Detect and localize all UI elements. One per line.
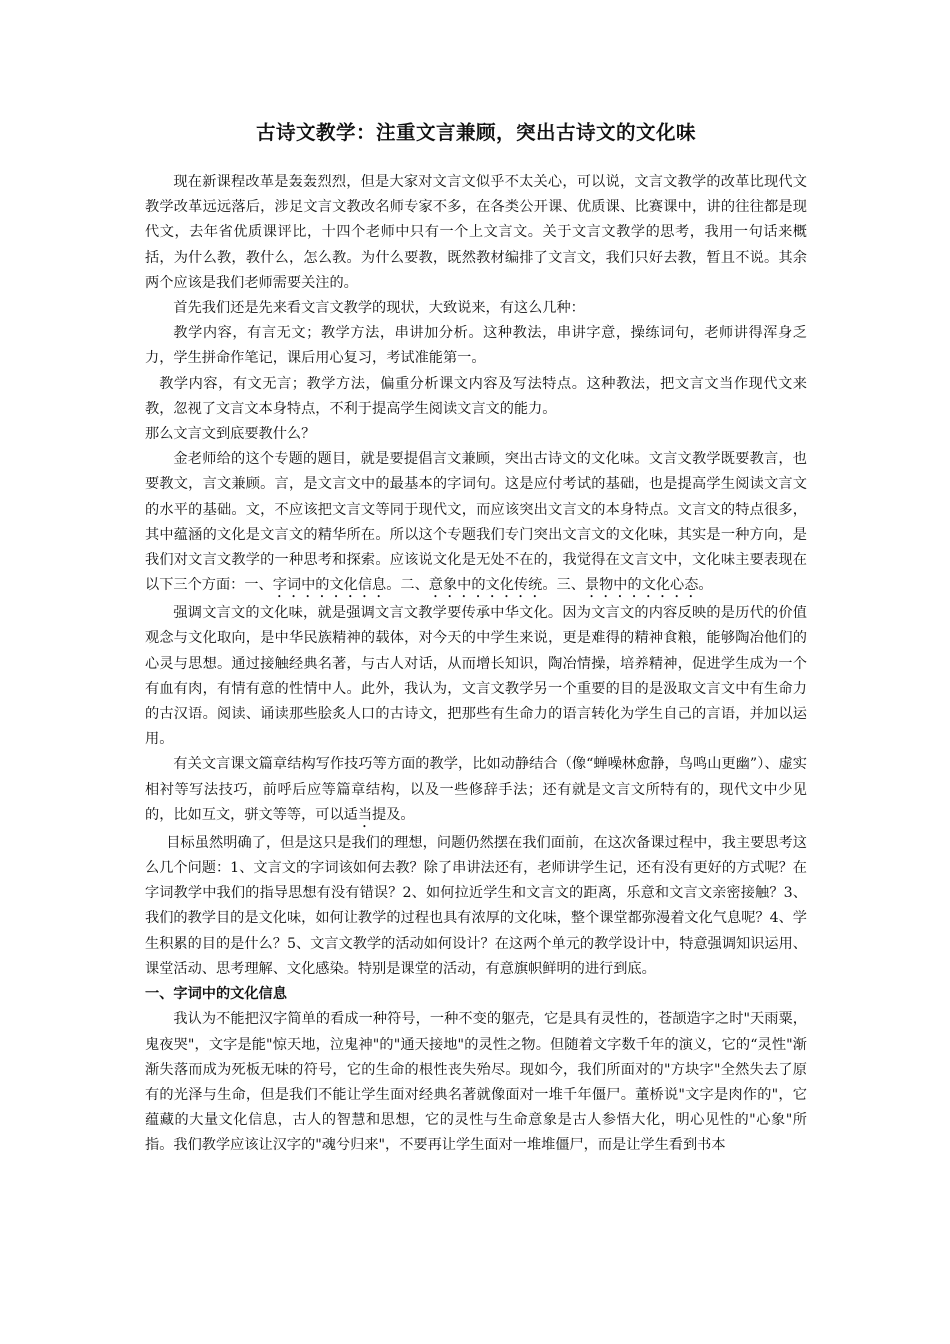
emphasis-imagery-tradition: 意象中的文化传统 [428, 577, 543, 594]
structure-text: 有关文言课文篇章结构写作技巧等方面的教学，比如动静结合（像“蝉噪林愈静，鸟鸣山更幽”）、虚实相衬等写法技巧，前呼后应等篇章结构，以及一些修辞手法；还有就是文言文所特有的，现代文中少见的，比如互文，骈文等等，可以适 [145, 756, 807, 823]
paragraph-questions: 目标虽然明确了，但是这只是我们的理想，问题仍然摆在我们面前，在这次备课过程中，我主要思考这么几个问题：1、文言文的字词该如何去教？除了串讲法还有，老师讲学生记，还有没有更好的方式呢？在字词教学中我们的指导思想有没有错误？2、如何拉近学生和文言文的距离，乐意和文言文亲密接触？3、我们的教学目的是文化味，如何让教学的过程也具有浓厚的文化味，整个课堂都弥漫着文化气息呢？4、学生积累的目的是什么？5、文言文教学的活动如何设计？在这两个单元的教学设计中，特意强调知识运用、课堂活动、思考理解、文化感染。特别是课堂的活动，有意旗帜鲜明的进行到底。 [145, 834, 807, 977]
emphasis-word-info: 字词中的文化信息 [272, 577, 387, 594]
paragraph-culture: 强调文言文的文化味，就是强调文言文教学要传承中华文化。因为文言文的内容反映的是历代的价值观念与文化取向，是中华民族精神的载体，对今天的中学生来说，更是难得的精神食粮，能够陶冶他们的心灵与思想。通过接触经典名著，与古人对话，从而增长知识，陶冶情操，培养精神，促进学生成为一个有血有肉，有情有意的性情中人。此外，我认为，文言文教学另一个重要的目的是汲取文言文中有生命力的古汉语。阅读、诵读那些脍炙人口的古诗文，把那些有生命力的语言转化为学生自己的言语，并加以运用。 [145, 605, 807, 748]
paragraph-intro: 现在新课程改革是轰轰烈烈，但是大家对文言文似乎不太关心，可以说，文言文教学的改革比现代文教学改革远远落后，涉足文言文教改名师专家不多，在各类公开课、优质课、比赛课中，讲的往往都是现代文，去年省优质课评比，十四个老师中只有一个上文言文。关于文言文教学的思考，我用一句话来概括，为什么教，教什么，怎么教。为什么要教，既然教材编排了文言文，我们只好去教，暂且不说。其余两个应该是我们老师需要关注的。 [145, 174, 807, 291]
topic-separator-2: 。三、 [542, 577, 585, 594]
emphasis-dang: 当 [357, 806, 373, 823]
paragraph-characters: 我认为不能把汉字简单的看成一种符号，一种不变的躯壳，它是具有灵性的，苍颉造字之时"天雨粟，鬼夜哭"，文字是能"惊天地，泣鬼神"的"通天接地"的灵性之物。但随着文字数千年的演义，它的“灵性"渐渐失落而成为死板无味的符号，它的生命的根性丧失殆尽。现如今，我们所面对的"方块字"全然失去了原有的光泽与生命，但是我们不能让学生面对经典名著就像面对一堆千年僵尸。董桥说"文字是肉作的"，它蕴藏的大量文化信息，古人的智慧和思想，它的灵性与生命意象是古人参悟大化，明心见性的"心象"所指。我们教学应该让汉字的"魂兮归来"，不要再让学生面对一堆堆僵尸，而是让学生看到书本 [145, 1011, 807, 1154]
paragraph-topic [145, 447, 807, 601]
document-page [145, 118, 807, 1159]
topic-separator-1: 。二、 [386, 577, 429, 594]
paragraph-type-two: 教学内容，有文无言；教学方法，偏重分析课文内容及写法特点。这种教法，把文言文当作现代文来教，忽视了文言文本身特点，不利于提高学生阅读文言文的能力。 [145, 375, 807, 417]
paragraph-type-one: 教学内容，有言无文；教学方法，串讲加分析。这种教法，串讲字意，操练词句，老师讲得浑身乏力，学生拼命作笔记，课后用心复习，考试准能第一。 [145, 325, 807, 367]
topic-end: 。 [698, 577, 713, 594]
structure-end: 提及。 [372, 806, 415, 823]
topic-text: 金老师给的这个专题的题目，就是要提倡言文兼顾，突出古诗文的文化味。文言文教学既要教言，也要教文，言文兼顾。言，是文言文中的最基本的字词句。这是应付考试的基础，也是提高学生阅读文言文的水平的基础。文，不应该把文言文等同于现代文，而应该突出文言文的本身特点。文言文的特点很多，其中蕴涵的文化是文言文的精华所在。所以这个专题我们专门突出文言文的文化味，其实是一种方向，是我们对文言文教学的一种思考和探索。应该说文化是无处不在的，我觉得在文言文中，文化味主要表现在以下三个方面：一、 [145, 451, 807, 594]
paragraph-status-quo: 首先我们还是先来看文言文教学的现状，大致说来，有这么几种： [173, 300, 585, 317]
page-title: 古诗文教学：注重文言兼顾，突出古诗文的文化味 [255, 121, 696, 144]
section-heading-1: 一、字词中的文化信息 [145, 986, 287, 1003]
paragraph-structure [145, 752, 807, 830]
emphasis-scenery-mindset: 景物中的文化心态 [584, 577, 699, 594]
paragraph-question: 那么文言文到底要教什么？ [145, 426, 316, 443]
